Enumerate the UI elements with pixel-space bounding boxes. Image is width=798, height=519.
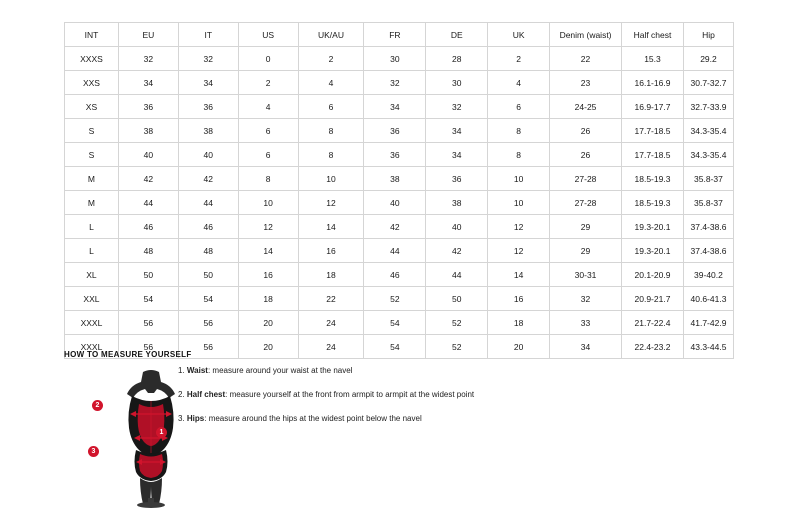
cell-denim: 26 xyxy=(550,119,622,143)
note-text-half-chest: : measure yourself at the front from armpit to armpit at the widest point xyxy=(225,390,475,399)
cell-de: 34 xyxy=(426,143,488,167)
table-row xyxy=(65,47,734,71)
cell-half-chest: 16.9-17.7 xyxy=(622,95,684,119)
cell-eu: 38 xyxy=(118,119,178,143)
cell-it: 56 xyxy=(178,335,238,359)
note-text-hips: : measure around the hips at the widest point below the navel xyxy=(204,414,422,423)
note-number-2: 2. xyxy=(178,390,185,399)
cell-it: 48 xyxy=(178,239,238,263)
cell-denim: 34 xyxy=(550,335,622,359)
column-header-fr: FR xyxy=(364,23,426,47)
cell-it: 56 xyxy=(178,311,238,335)
column-header-denim-waist: Denim (waist) xyxy=(550,23,622,47)
cell-int: XXXS xyxy=(65,47,119,71)
cell-it: 54 xyxy=(178,287,238,311)
cell-uk-au: 6 xyxy=(298,95,364,119)
cell-uk-au: 12 xyxy=(298,191,364,215)
cell-us: 2 xyxy=(238,71,298,95)
cell-denim: 33 xyxy=(550,311,622,335)
cell-uk: 12 xyxy=(488,215,550,239)
cell-uk-au: 14 xyxy=(298,215,364,239)
cell-int: XL xyxy=(65,263,119,287)
table-row xyxy=(65,287,734,311)
table-header xyxy=(65,23,734,47)
cell-fr: 34 xyxy=(364,95,426,119)
cell-it: 32 xyxy=(178,47,238,71)
marker-2: 2 xyxy=(92,400,103,411)
cell-fr: 46 xyxy=(364,263,426,287)
cell-de: 30 xyxy=(426,71,488,95)
column-header-us: US xyxy=(238,23,298,47)
cell-fr: 30 xyxy=(364,47,426,71)
cell-int: S xyxy=(65,119,119,143)
cell-int: S xyxy=(65,143,119,167)
cell-hip: 34.3-35.4 xyxy=(683,143,733,167)
cell-it: 46 xyxy=(178,215,238,239)
cell-uk: 12 xyxy=(488,239,550,263)
measure-note-waist xyxy=(178,366,598,376)
cell-de: 44 xyxy=(426,263,488,287)
cell-uk-au: 18 xyxy=(298,263,364,287)
cell-it: 44 xyxy=(178,191,238,215)
cell-us: 6 xyxy=(238,119,298,143)
cell-int: XXS xyxy=(65,71,119,95)
cell-denim: 23 xyxy=(550,71,622,95)
cell-fr: 52 xyxy=(364,287,426,311)
table-row xyxy=(65,263,734,287)
cell-de: 36 xyxy=(426,167,488,191)
table-row xyxy=(65,239,734,263)
cell-us: 14 xyxy=(238,239,298,263)
cell-half-chest: 19.3-20.1 xyxy=(622,215,684,239)
cell-eu: 54 xyxy=(118,287,178,311)
note-term-waist: Waist xyxy=(186,366,208,375)
cell-us: 20 xyxy=(238,335,298,359)
cell-eu: 50 xyxy=(118,263,178,287)
note-number-3: 3. xyxy=(178,414,185,423)
cell-us: 6 xyxy=(238,143,298,167)
cell-uk: 18 xyxy=(488,311,550,335)
note-term-hips: Hips xyxy=(186,414,205,423)
cell-fr: 40 xyxy=(364,191,426,215)
note-text-waist: : measure around your waist at the navel xyxy=(207,366,353,375)
cell-int: XXL xyxy=(65,287,119,311)
cell-fr: 42 xyxy=(364,215,426,239)
marker-1: 1 xyxy=(156,427,167,438)
column-header-eu: EU xyxy=(118,23,178,47)
cell-it: 42 xyxy=(178,167,238,191)
cell-half-chest: 17.7-18.5 xyxy=(622,119,684,143)
cell-hip: 34.3-35.4 xyxy=(683,119,733,143)
cell-half-chest: 16.1-16.9 xyxy=(622,71,684,95)
cell-uk: 10 xyxy=(488,167,550,191)
cell-us: 16 xyxy=(238,263,298,287)
cell-denim: 32 xyxy=(550,287,622,311)
cell-denim: 30-31 xyxy=(550,263,622,287)
cell-hip: 30.7-32.7 xyxy=(683,71,733,95)
column-header-uk: UK xyxy=(488,23,550,47)
cell-denim: 22 xyxy=(550,47,622,71)
cell-eu: 36 xyxy=(118,95,178,119)
cell-us: 20 xyxy=(238,311,298,335)
cell-it: 34 xyxy=(178,71,238,95)
column-header-half-chest: Half chest xyxy=(622,23,684,47)
cell-de: 28 xyxy=(426,47,488,71)
cell-uk-au: 8 xyxy=(298,119,364,143)
cell-uk-au: 24 xyxy=(298,335,364,359)
measure-note-half-chest xyxy=(178,390,598,400)
cell-hip: 35.8-37 xyxy=(683,191,733,215)
table-row xyxy=(65,119,734,143)
cell-eu: 42 xyxy=(118,167,178,191)
cell-hip: 29.2 xyxy=(683,47,733,71)
cell-int: L xyxy=(65,215,119,239)
cell-hip: 41.7-42.9 xyxy=(683,311,733,335)
column-header-int: INT xyxy=(65,23,119,47)
measure-notes xyxy=(178,366,598,438)
cell-half-chest: 19.3-20.1 xyxy=(622,239,684,263)
table-row xyxy=(65,167,734,191)
table-row xyxy=(65,143,734,167)
note-term-half-chest: Half chest xyxy=(186,390,226,399)
table-body xyxy=(65,47,734,359)
cell-hip: 35.8-37 xyxy=(683,167,733,191)
cell-it: 40 xyxy=(178,143,238,167)
table-row xyxy=(65,95,734,119)
cell-hip: 40.6-41.3 xyxy=(683,287,733,311)
cell-uk: 14 xyxy=(488,263,550,287)
cell-us: 0 xyxy=(238,47,298,71)
cell-eu: 44 xyxy=(118,191,178,215)
cell-us: 4 xyxy=(238,95,298,119)
cell-it: 50 xyxy=(178,263,238,287)
column-header-de: DE xyxy=(426,23,488,47)
cell-hip: 39-40.2 xyxy=(683,263,733,287)
cell-de: 52 xyxy=(426,335,488,359)
cell-it: 36 xyxy=(178,95,238,119)
cell-de: 52 xyxy=(426,311,488,335)
cell-fr: 54 xyxy=(364,335,426,359)
cell-fr: 36 xyxy=(364,119,426,143)
cell-uk: 16 xyxy=(488,287,550,311)
table-row xyxy=(65,191,734,215)
column-header-uk-au: UK/AU xyxy=(298,23,364,47)
cell-fr: 54 xyxy=(364,311,426,335)
cell-eu: 32 xyxy=(118,47,178,71)
cell-de: 42 xyxy=(426,239,488,263)
table-row xyxy=(65,71,734,95)
cell-eu: 56 xyxy=(118,311,178,335)
cell-half-chest: 15.3 xyxy=(622,47,684,71)
cell-hip: 43.3-44.5 xyxy=(683,335,733,359)
cell-eu: 46 xyxy=(118,215,178,239)
cell-uk-au: 8 xyxy=(298,143,364,167)
cell-hip: 37.4-38.6 xyxy=(683,239,733,263)
cell-denim: 26 xyxy=(550,143,622,167)
cell-denim: 27-28 xyxy=(550,167,622,191)
cell-hip: 37.4-38.6 xyxy=(683,215,733,239)
cell-de: 40 xyxy=(426,215,488,239)
cell-us: 8 xyxy=(238,167,298,191)
cell-de: 32 xyxy=(426,95,488,119)
cell-int: XS xyxy=(65,95,119,119)
cell-de: 34 xyxy=(426,119,488,143)
cell-eu: 40 xyxy=(118,143,178,167)
cell-uk: 8 xyxy=(488,143,550,167)
cell-fr: 44 xyxy=(364,239,426,263)
cell-uk-au: 2 xyxy=(298,47,364,71)
cell-uk-au: 10 xyxy=(298,167,364,191)
cell-int: XXXL xyxy=(65,311,119,335)
cell-hip: 32.7-33.9 xyxy=(683,95,733,119)
table-row xyxy=(65,311,734,335)
table-header-row xyxy=(65,23,734,47)
cell-eu: 34 xyxy=(118,71,178,95)
cell-denim: 24-25 xyxy=(550,95,622,119)
cell-uk: 6 xyxy=(488,95,550,119)
cell-eu: 56 xyxy=(118,335,178,359)
cell-us: 18 xyxy=(238,287,298,311)
cell-half-chest: 21.7-22.4 xyxy=(622,311,684,335)
table-row xyxy=(65,215,734,239)
cell-uk: 4 xyxy=(488,71,550,95)
cell-half-chest: 20.1-20.9 xyxy=(622,263,684,287)
cell-uk-au: 16 xyxy=(298,239,364,263)
cell-half-chest: 20.9-21.7 xyxy=(622,287,684,311)
cell-int: XXXL xyxy=(65,335,119,359)
cell-int: L xyxy=(65,239,119,263)
cell-us: 12 xyxy=(238,215,298,239)
size-chart-table xyxy=(64,22,734,359)
cell-uk-au: 22 xyxy=(298,287,364,311)
cell-denim: 29 xyxy=(550,215,622,239)
cell-uk: 10 xyxy=(488,191,550,215)
cell-half-chest: 22.4-23.2 xyxy=(622,335,684,359)
note-number-1: 1. xyxy=(178,366,185,375)
cell-half-chest: 18.5-19.3 xyxy=(622,191,684,215)
cell-half-chest: 18.5-19.3 xyxy=(622,167,684,191)
cell-uk-au: 24 xyxy=(298,311,364,335)
cell-denim: 29 xyxy=(550,239,622,263)
cell-eu: 48 xyxy=(118,239,178,263)
cell-fr: 36 xyxy=(364,143,426,167)
cell-uk: 20 xyxy=(488,335,550,359)
cell-fr: 32 xyxy=(364,71,426,95)
measure-note-hips xyxy=(178,414,598,424)
cell-uk-au: 4 xyxy=(298,71,364,95)
cell-de: 50 xyxy=(426,287,488,311)
cell-denim: 27-28 xyxy=(550,191,622,215)
cell-half-chest: 17.7-18.5 xyxy=(622,143,684,167)
cell-us: 10 xyxy=(238,191,298,215)
cell-fr: 38 xyxy=(364,167,426,191)
cell-uk: 2 xyxy=(488,47,550,71)
cell-de: 38 xyxy=(426,191,488,215)
marker-3: 3 xyxy=(88,446,99,457)
cell-uk: 8 xyxy=(488,119,550,143)
column-header-hip: Hip xyxy=(683,23,733,47)
cell-it: 38 xyxy=(178,119,238,143)
how-to-measure-heading: HOW TO MEASURE YOURSELF xyxy=(64,350,192,359)
cell-int: M xyxy=(65,167,119,191)
cell-int: M xyxy=(65,191,119,215)
column-header-it: IT xyxy=(178,23,238,47)
